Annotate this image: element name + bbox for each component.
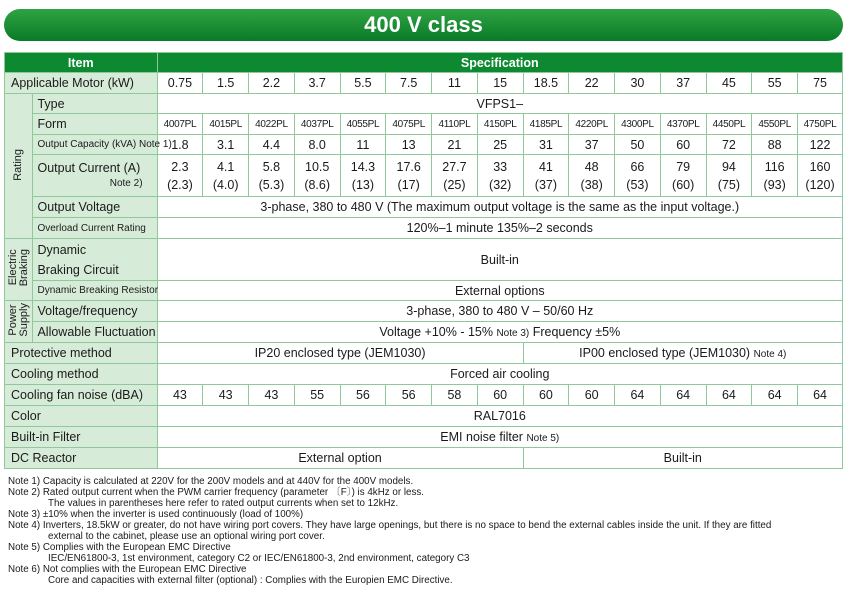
dynamic-braking-label-1: Dynamic — [37, 242, 87, 257]
filter-row — [5, 427, 843, 448]
current-value: 79 — [676, 159, 691, 174]
footnote: Core and capacities with external filter (optional) : Complies with the Europien EMC Directive. — [48, 575, 453, 586]
motor-value: 15 — [477, 73, 523, 94]
header-item: Item — [5, 53, 158, 73]
protective-right — [523, 343, 842, 364]
motor-value: 55 — [752, 73, 798, 94]
current-value-12khz: (93) — [763, 177, 786, 192]
form-value: 4075PL — [386, 114, 432, 135]
current-value: 17.6 — [396, 159, 421, 174]
current-value: 33 — [493, 159, 508, 174]
motor-value: 7.5 — [386, 73, 432, 94]
motor-value: 37 — [660, 73, 706, 94]
fan-noise-value: 56 — [386, 385, 432, 406]
current-value: 2.3 — [171, 159, 189, 174]
voltage-frequency-row — [5, 301, 843, 322]
form-value: 4300PL — [615, 114, 661, 135]
current-value: 4.1 — [216, 159, 235, 174]
current-value-12khz: (25) — [443, 177, 466, 192]
output-voltage-value: 3-phase, 380 to 480 V (The maximum output voltage is the same as the input voltage.) — [157, 197, 842, 218]
current-value: 48 — [584, 159, 599, 174]
output-current-cell — [203, 155, 249, 197]
footnote: Note 3) ±10% when the inverter is used continuously (load of 100%) — [8, 509, 304, 520]
footnote: Note 6) Not complies with the European EMC Directive — [8, 564, 247, 575]
current-value-12khz: (120) — [805, 177, 835, 192]
header-row — [5, 53, 843, 73]
form-row — [5, 114, 843, 135]
fan-noise-value: 64 — [752, 385, 798, 406]
motor-value: 3.7 — [294, 73, 340, 94]
type-label: Type — [33, 94, 157, 114]
output-current-cell — [386, 155, 432, 197]
current-value-12khz: (75) — [717, 177, 741, 192]
type-row — [5, 94, 843, 114]
electric-braking-label-2: Braking — [17, 249, 30, 287]
form-value: 4007PL — [157, 114, 203, 135]
dynamic-braking-label-2: Braking Circuit — [37, 262, 119, 277]
footnotes — [8, 476, 846, 586]
voltage-frequency-value: 3-phase, 380 to 480 V – 50/60 Hz — [157, 301, 842, 322]
overload-row — [5, 218, 843, 239]
form-value: 4150PL — [477, 114, 523, 135]
output-current-label-cell — [33, 155, 157, 197]
current-value-12khz: (4.0) — [212, 177, 239, 192]
dc-reactor-label: DC Reactor — [5, 448, 158, 469]
output-voltage-row — [5, 197, 843, 218]
filter-value — [157, 427, 842, 448]
motor-value: 1.5 — [203, 73, 249, 94]
motor-value: 45 — [706, 73, 752, 94]
output-current-cell — [523, 155, 569, 197]
current-value-12khz: (32) — [489, 177, 512, 192]
power-supply-group — [5, 301, 33, 343]
protective-label: Protective method — [5, 343, 158, 364]
current-value-12khz: (2.3) — [167, 177, 193, 192]
dynamic-braking-row — [5, 239, 843, 281]
current-value-12khz: (8.6) — [304, 177, 331, 192]
filter-text: EMI noise filter — [440, 430, 523, 444]
output-current-cell — [249, 155, 295, 197]
motor-value: 11 — [432, 73, 478, 94]
output-current-cell — [752, 155, 798, 197]
fluctuation-value — [157, 322, 842, 343]
current-value-12khz: (5.3) — [258, 177, 285, 192]
current-value: 14.3 — [350, 159, 376, 174]
form-value: 4370PL — [660, 114, 706, 135]
output-current-label: Output Current (A) — [37, 161, 141, 175]
cooling-label: Cooling method — [5, 364, 158, 385]
overload-label: Overload Current Rating — [33, 218, 157, 239]
output-capacity-value: 21 — [432, 135, 478, 155]
braking-resistor-label: Dynamic Breaking Resistor — [33, 281, 157, 301]
output-capacity-value: 50 — [615, 135, 661, 155]
output-capacity-value: 31 — [523, 135, 569, 155]
dc-reactor-left: External option — [157, 448, 523, 469]
fan-noise-label: Cooling fan noise (dBA) — [5, 385, 158, 406]
form-label: Form — [33, 114, 157, 135]
fluctuation-voltage: Voltage +10% - 15% — [379, 325, 493, 339]
electric-braking-label-1: Electric — [6, 249, 19, 287]
cooling-row — [5, 364, 843, 385]
spec-table — [4, 52, 843, 469]
fan-noise-value: 64 — [706, 385, 752, 406]
form-value: 4110PL — [432, 114, 478, 135]
fan-noise-value: 55 — [294, 385, 340, 406]
form-value: 4750PL — [798, 114, 843, 135]
color-row — [5, 406, 843, 427]
filter-note: Note 5) — [526, 433, 560, 444]
output-capacity-value: 122 — [798, 135, 843, 155]
output-capacity-value: 60 — [660, 135, 706, 155]
footnote: IEC/EN61800-3, 1st environment, category C2 or IEC/EN61800-3, 2nd environment, category C3 — [48, 553, 470, 564]
motor-value: 22 — [569, 73, 615, 94]
current-value-12khz: (38) — [580, 177, 603, 192]
output-current-cell — [615, 155, 661, 197]
page-title: 400 V class — [4, 9, 843, 41]
current-value-12khz: (13) — [351, 177, 375, 192]
type-value: VFPS1– — [157, 94, 842, 114]
fluctuation-frequency: Frequency ±5% — [532, 325, 621, 339]
current-value: 94 — [721, 159, 736, 174]
fluctuation-note: Note 3) — [496, 328, 530, 339]
output-current-cell — [477, 155, 523, 197]
fan-noise-value: 58 — [432, 385, 478, 406]
power-supply-label-1: Power — [6, 304, 19, 336]
output-current-cell — [157, 155, 203, 197]
current-value-12khz: (60) — [672, 177, 695, 192]
power-supply-label-2: Supply — [17, 303, 30, 337]
color-value: RAL7016 — [157, 406, 842, 427]
output-current-cell — [706, 155, 752, 197]
output-capacity-value: 3.1 — [203, 135, 249, 155]
output-voltage-label: Output Voltage — [33, 197, 157, 218]
fan-noise-value: 43 — [249, 385, 295, 406]
output-current-cell — [660, 155, 706, 197]
fan-noise-value: 64 — [798, 385, 843, 406]
filter-label: Built-in Filter — [5, 427, 158, 448]
output-capacity-value: 11 — [340, 135, 386, 155]
form-value: 4022PL — [249, 114, 295, 135]
current-value: 5.8 — [262, 159, 281, 174]
motor-value: 75 — [798, 73, 843, 94]
form-value: 4450PL — [706, 114, 752, 135]
dynamic-braking-value: Built-in — [157, 239, 842, 281]
form-value: 4037PL — [294, 114, 340, 135]
footnote: Note 1) Capacity is calculated at 220V for the 200V models and at 440V for the 400V models. — [8, 476, 414, 487]
rating-group-label: Rating — [12, 148, 25, 181]
output-current-cell — [432, 155, 478, 197]
motor-row — [5, 73, 843, 94]
current-value: 160 — [809, 159, 831, 174]
header-specification: Specification — [157, 53, 842, 73]
protective-left: IP20 enclosed type (JEM1030) — [157, 343, 523, 364]
motor-value: 0.75 — [157, 73, 203, 94]
color-label: Color — [5, 406, 158, 427]
motor-value: 2.2 — [249, 73, 295, 94]
protective-row — [5, 343, 843, 364]
output-capacity-value: 72 — [706, 135, 752, 155]
output-current-cell — [340, 155, 386, 197]
footnote: Note 2) Rated output current when the PWM carrier frequency (parameter 〔F〕) is 4kHz or less. — [8, 487, 424, 498]
motor-value: 18.5 — [523, 73, 569, 94]
braking-resistor-row — [5, 281, 843, 301]
output-current-cell — [294, 155, 340, 197]
form-value: 4015PL — [203, 114, 249, 135]
output-capacity-value: 88 — [752, 135, 798, 155]
current-value: 41 — [538, 159, 553, 174]
footnote: The values in parentheses here refer to rated output currents when set to 12kHz. — [48, 498, 399, 509]
current-value: 27.7 — [442, 159, 467, 174]
current-value: 66 — [630, 159, 645, 174]
fan-noise-value: 43 — [203, 385, 249, 406]
protective-right-note: Note 4) — [753, 349, 787, 360]
current-value-12khz: (53) — [626, 177, 649, 192]
dc-reactor-right: Built-in — [523, 448, 842, 469]
overload-value: 120%–1 minute 135%–2 seconds — [157, 218, 842, 239]
output-capacity-value: 4.4 — [249, 135, 295, 155]
fan-noise-value: 64 — [660, 385, 706, 406]
output-current-row — [5, 155, 843, 197]
dynamic-braking-label-cell — [33, 239, 157, 281]
output-current-note: Note 2) — [109, 178, 143, 189]
form-value: 4055PL — [340, 114, 386, 135]
cooling-value: Forced air cooling — [157, 364, 842, 385]
motor-value: 30 — [615, 73, 661, 94]
current-value: 10.5 — [305, 159, 330, 174]
output-capacity-label: Output Capacity (kVA) Note 1) — [33, 135, 157, 155]
output-capacity-row — [5, 135, 843, 155]
fan-noise-value: 60 — [523, 385, 569, 406]
protective-right-text: IP00 enclosed type (JEM1030) — [579, 346, 751, 360]
output-capacity-value: 13 — [386, 135, 432, 155]
fan-noise-value: 64 — [615, 385, 661, 406]
motor-value: 5.5 — [340, 73, 386, 94]
fan-noise-value: 60 — [569, 385, 615, 406]
output-capacity-value: 25 — [477, 135, 523, 155]
footnote: external to the cabinet, please use an optional wiring port cover. — [48, 531, 325, 542]
fan-noise-row — [5, 385, 843, 406]
output-current-cell — [798, 155, 843, 197]
output-capacity-value: 1.8 — [157, 135, 203, 155]
fan-noise-value: 60 — [477, 385, 523, 406]
output-capacity-value: 8.0 — [294, 135, 340, 155]
dc-reactor-row — [5, 448, 843, 469]
fluctuation-label: Allowable Fluctuation — [33, 322, 157, 343]
motor-label: Applicable Motor (kW) — [5, 73, 158, 94]
voltage-frequency-label: Voltage/frequency — [33, 301, 157, 322]
footnote: Note 4) Inverters, 18.5kW or greater, do not have wiring port covers. They have large openings, but there is no space to bend the external cables inside the unit. If they are fitted — [8, 520, 772, 531]
form-value: 4220PL — [569, 114, 615, 135]
electric-braking-group — [5, 239, 33, 301]
form-value: 4185PL — [523, 114, 569, 135]
fan-noise-value: 43 — [157, 385, 203, 406]
rating-group — [5, 94, 33, 239]
footnote: Note 5) Complies with the European EMC Directive — [8, 542, 231, 553]
braking-resistor-value: External options — [157, 281, 842, 301]
fluctuation-row — [5, 322, 843, 343]
output-capacity-value: 37 — [569, 135, 615, 155]
current-value-12khz: (37) — [534, 177, 558, 192]
output-current-cell — [569, 155, 615, 197]
form-value: 4550PL — [752, 114, 798, 135]
current-value: 116 — [764, 159, 785, 174]
fan-noise-value: 56 — [340, 385, 386, 406]
current-value-12khz: (17) — [397, 177, 420, 192]
